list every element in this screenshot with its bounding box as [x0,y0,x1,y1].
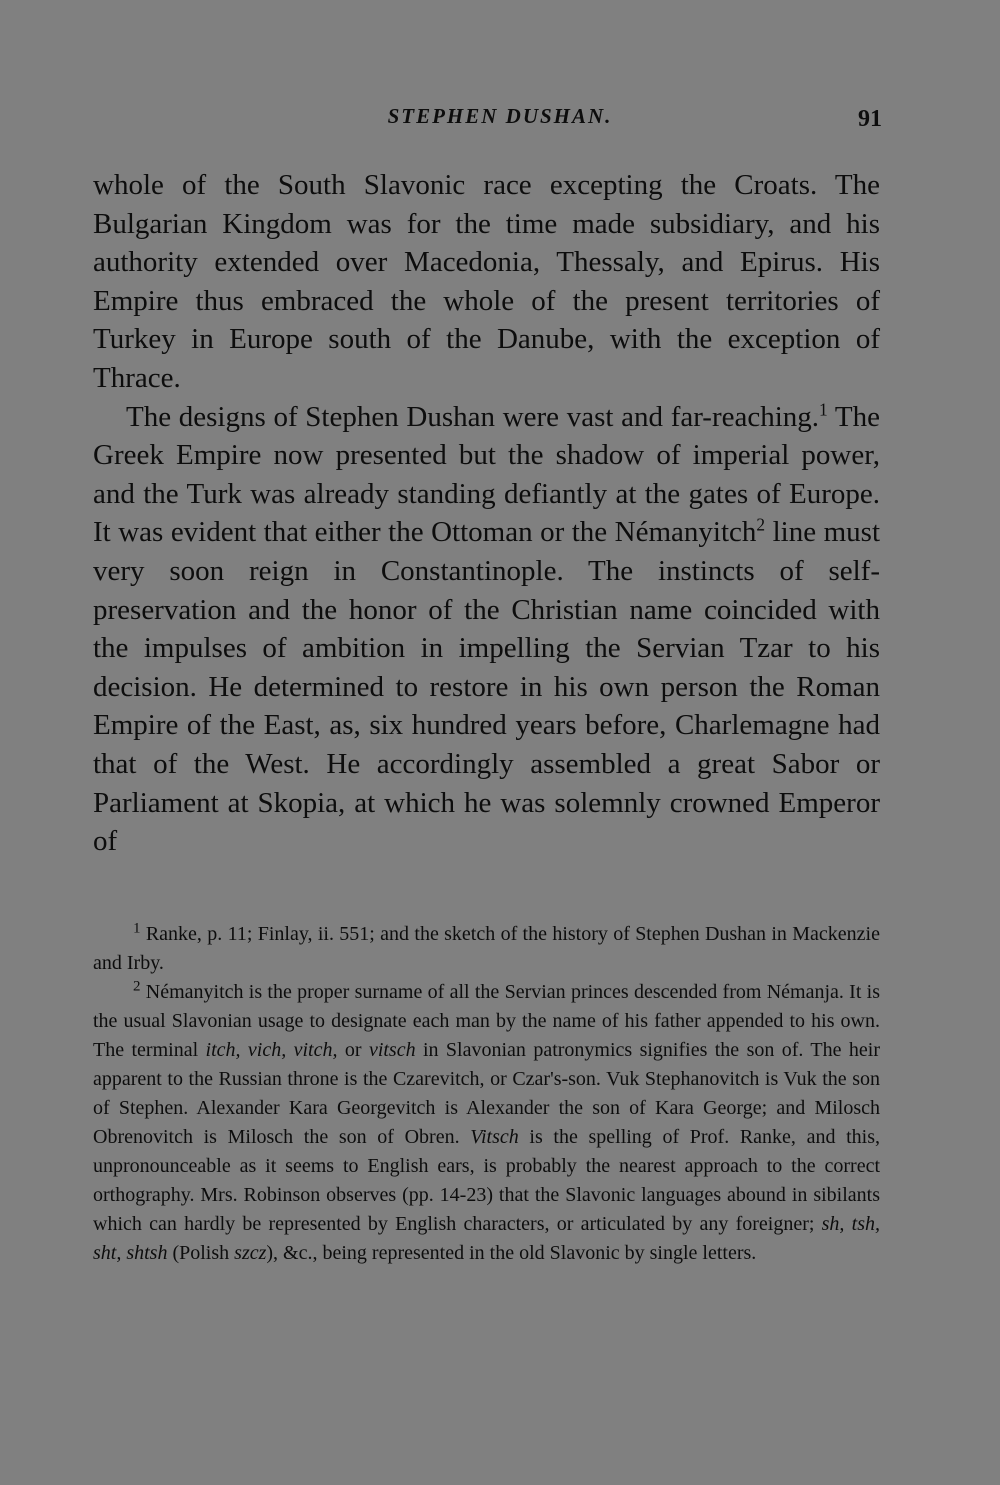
footnote-2-italic-1: itch, vich, vitch, [205,1039,338,1061]
footnote-ref-1[interactable]: 1 [819,398,828,419]
body-text [93,166,880,861]
running-head [0,104,1000,134]
footnote-2-text-5: (Polish [167,1242,235,1264]
footnote-1-marker: 1 [133,920,141,937]
footnote-2-italic-2: vitsch [368,1039,416,1061]
footnote-2-italic-4: sh, tsh, sht, shtsh [93,1213,880,1264]
paragraph-1: whole of the South Slavonic race excepting the Croats. The Bulgarian Kingdom was for the time made subsidiary, and his authority extended over Macedonia, Thessaly, and Epirus. His Empire thus embraced the whole of the present territories of Turkey in Europe south of the Danube, with the exception of Thrace. [93,169,880,394]
footnote-2-text-1: Némanyitch is the proper surname of all the Servian princes descended from Némanja. It is the usual Slavonian usage to designate each man by the name of his father appended to his own. The terminal [93,981,880,1061]
footnotes [93,920,880,1268]
footnote-2-text-4: is the spelling of Prof. Ranke, and this, unpronounceable as it seems to English ears, is probably the nearest approach to the correct orthography. Mrs. Robinson observes (pp. 14-23) that the Slavonic languages abound in sibilants which can hardly be represented by English characters, or articulated by any foreigner; [93,1126,880,1235]
paragraph-2-part-2: The Greek Empire now presented but the shadow of imperial power, and the Turk was already standing defiantly at the gates of Europe. It was evident that either the Ottoman or the Némanyitch [93,400,880,549]
footnote-2-text-2: or [337,1039,369,1061]
running-title: STEPHEN DUSHAN. [387,104,613,128]
footnote-2-text-6: ), &c., being represented in the old Slavonic by single letters. [266,1242,757,1264]
page-number: 91 [858,106,882,132]
footnote-1 [93,920,880,978]
footnote-2-marker: 2 [133,978,141,995]
footnote-ref-2[interactable]: 2 [756,514,766,535]
footnote-2 [93,978,880,1268]
paragraph-2 [93,398,880,861]
paragraph-2-part-1: The designs of Stephen Dushan were vast and far-reaching. [126,400,820,433]
footnote-2-italic-5: szcz [234,1242,267,1264]
footnote-1-text: Ranke, p. 11; Finlay, ii. 551; and the sketch of the history of Stephen Dushan in Mackenzie and Irby. [93,923,880,974]
footnote-2-text-3: in Slavonian patronymics signifies the son of. The heir apparent to the Russian throne is the Czarevitch, or Czar's-son. Vuk Stephanovitch is Vuk the son of Stephen. Alexander Kara Georgevitch is Alexander the son of Kara George; and Milosch Obrenovitch is Milosch the son of Obren. [93,1039,881,1148]
footnote-2-italic-3: Vitsch [470,1126,519,1148]
paragraph-2-part-3: line must very soon reign in Constantinople. The instincts of self-preservation and the honor of the Christian name coincided with the impulses of ambition in impelling the Servian Tzar to his decision. He determined to restore in his own person the Roman Empire of the East, as, six hundred years before, Charlemagne had that of the West. He accordingly assembled a great Sabor or Parliament at Skopia, at which he was solemnly crowned Emperor of [93,516,880,858]
